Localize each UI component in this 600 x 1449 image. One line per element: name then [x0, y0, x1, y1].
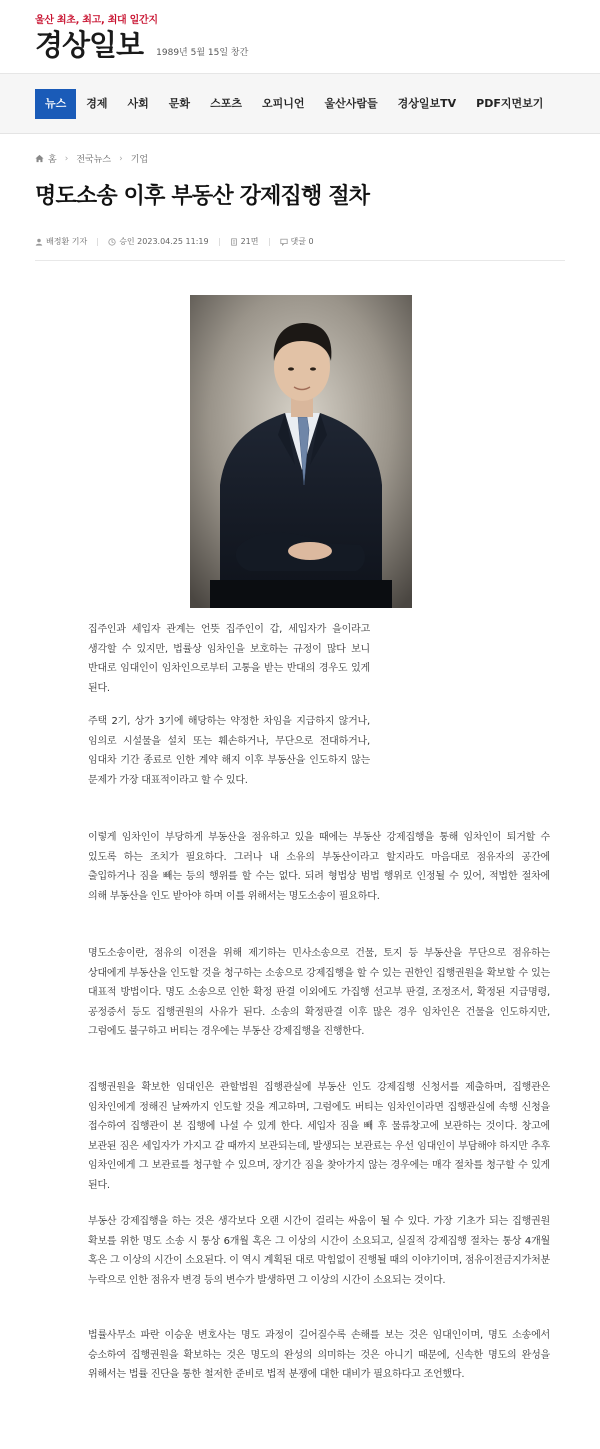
founded-date: 1989년 5월 15일 창간 [156, 48, 249, 58]
article-paragraph: 법률사무소 파란 이승운 변호사는 명도 과정이 길어질수록 손해를 보는 것은 임대인이며, 명도 소송에서 승소하여 집행권원을 확보하는 것은 명도의 완성의 의미하는 것은 아니기 때문에, 신속한 명도의 완성을 위해서는 법률 진단을 통한 철저한 준비로 법적 분쟁에 대한 대비가 필요하다고 조언했다. [88, 1330, 550, 1380]
site-logo: 경상일보 [35, 28, 144, 62]
nav-item-tv[interactable]: 경상일보TV [397, 97, 457, 110]
document-icon [230, 238, 238, 246]
home-icon [35, 154, 44, 163]
comment-info[interactable] [280, 236, 314, 247]
lawyer-portrait-image [190, 295, 412, 608]
breadcrumb-home[interactable]: 홈 [48, 155, 57, 165]
article-meta [35, 236, 324, 247]
meta-divider-line [35, 260, 565, 261]
page-number: 21면 [240, 237, 259, 246]
page-info [230, 236, 259, 247]
main-nav-bar [0, 74, 600, 134]
article-paragraph: 명도소송이란, 점유의 이전을 위해 제기하는 민사소송으로 건물, 토지 등 부동산을 무단으로 점유하는 상대에게 부동산을 인도할 것을 청구하는 소송으로 강제집행을 할 수 있는 권한인 집행권원을 확보할 수 있는 대표적 방법이다. 명도 소송으로 인한 확정 판결 이외에도 가집행 선고부 판결, 조정조서, 확정된 지급명령, 공정증서 등도 집행권원의 사유가 된다. 소송의 확정판결 이후 많은 경우 임차인은 건물을 인도하지만, 그럼에도 불구하고 버티는 경우에는 부동산 강제집행을 진행한다. [88, 948, 550, 1037]
article-paragraph: 부동산 강제집행을 하는 것은 생각보다 오랜 시간이 걸리는 싸움이 될 수 있다. 가장 기초가 되는 집행권원 확보를 위한 명도 소송 시 통상 6개월 혹은 그 이상의 시간이 소요되고, 실질적 강제집행 절차는 통상 4개월 혹은 그 이상의 시간이 소요된다. 이 역시 계획된 대로 막힘없이 진행될 때의 이야기이며, 점유이전금지가처분 누락으로 인한 점유자 변경 등의 변수가 발생하면 그 이상의 시간이 소요되는 것이다. [88, 1216, 550, 1286]
clock-icon [108, 238, 116, 246]
approved-datetime: 승인 2023.04.25 11:19 [119, 237, 209, 246]
chevron-right-icon: › [119, 153, 123, 164]
nav-item-ulsan-people[interactable]: 울산사람들 [324, 97, 378, 110]
author-info[interactable] [35, 236, 87, 247]
meta-divider [219, 238, 220, 246]
author-name: 배정환 기자 [46, 237, 88, 246]
article-paragraph: 이렇게 임차인이 부당하게 부동산을 점유하고 있을 때에는 부동산 강제집행을 통해 임차인이 퇴거할 수 있도록 하는 조치가 필요하다. 그러나 내 소유의 부동산이라고 할지라도 마음대로 점유자의 공간에 출입하거나 짐을 빼는 등의 행위를 할 수는 없다. 되려 형법상 범법 행위로 인정될 수 있어, 적법한 절차에 의해 부동산을 인도 받아야 하며 이를 위해서는 명도소송이 필요하다. [88, 832, 550, 902]
nav-item-society[interactable]: 사회 [127, 97, 149, 110]
article-paragraph: 집행권원을 확보한 임대인은 관할법원 집행관실에 부동산 인도 강제집행 신청서를 제출하며, 집행관은 임차인에게 정해진 날짜까지 인도할 것을 계고하며, 그럼에도 버티는 임차인이라면 집행관실에 속행 신청을 접수하여 집행관이 본 집행에 나설 수 있게 한다. 세입자 짐을 빼 후 물류창고에 보관하는 것이다. 창고에 보관된 짐은 세입자가 가지고 갈 때까지 보관되는데, 발생되는 보관료는 우선 임대인이 부담해야 하지만 추후 임차인에게 그 보관료를 청구할 수 있으며, 장기간 짐을 찾아가지 않는 경우에는 매각 절차를 청구할 수 있게 된다. [88, 1082, 550, 1191]
nav-item-pdf[interactable]: PDF지면보기 [476, 97, 544, 110]
article-paragraph: 주택 2기, 상가 3기에 해당하는 약정한 차임을 지급하지 않거나, 임의로 시설물을 설치 또는 훼손하거나, 무단으로 전대하거나, 임대차 기간 종료로 인한 계약 해지 이후 부동산을 인도하지 않는 문제가 가장 대표적이라고 할 수 있다. [88, 716, 370, 786]
breadcrumb [35, 152, 148, 165]
site-slogan: 울산 최초, 최고, 최대 일간지 [35, 15, 158, 26]
nav-item-sports[interactable]: 스포츠 [210, 97, 242, 110]
chevron-right-icon: › [64, 153, 69, 164]
comment-icon [280, 238, 288, 246]
nav-item-culture[interactable]: 문화 [168, 97, 191, 110]
article-paragraph: 집주인과 세입자 관계는 언뜻 집주인이 갑, 세입자가 을이라고 생각할 수 있지만, 법률상 임차인을 보호하는 규정이 많다 보니 반대로 임대인이 임차인으로부터 고통을 받는 반대의 경우도 있게 된다. [88, 624, 370, 694]
user-icon [35, 238, 43, 246]
nav-item-economy[interactable]: 경제 [86, 97, 108, 110]
article-title: 명도소송 이후 부동산 강제집행 절차 [35, 184, 370, 209]
breadcrumb-national-news[interactable]: 전국뉴스 [76, 155, 112, 165]
nav-item-opinion[interactable]: 오피니언 [261, 97, 305, 110]
nav-item-news[interactable]: 뉴스 [35, 89, 76, 119]
article-photo [190, 295, 412, 608]
breadcrumb-business[interactable]: 기업 [130, 155, 149, 165]
meta-divider [269, 238, 270, 246]
site-header [0, 0, 600, 74]
logo-link[interactable] [35, 14, 249, 62]
main-nav [35, 89, 553, 119]
approved-time [108, 236, 208, 247]
meta-divider [97, 238, 98, 246]
comment-count: 댓글 0 [290, 237, 314, 246]
